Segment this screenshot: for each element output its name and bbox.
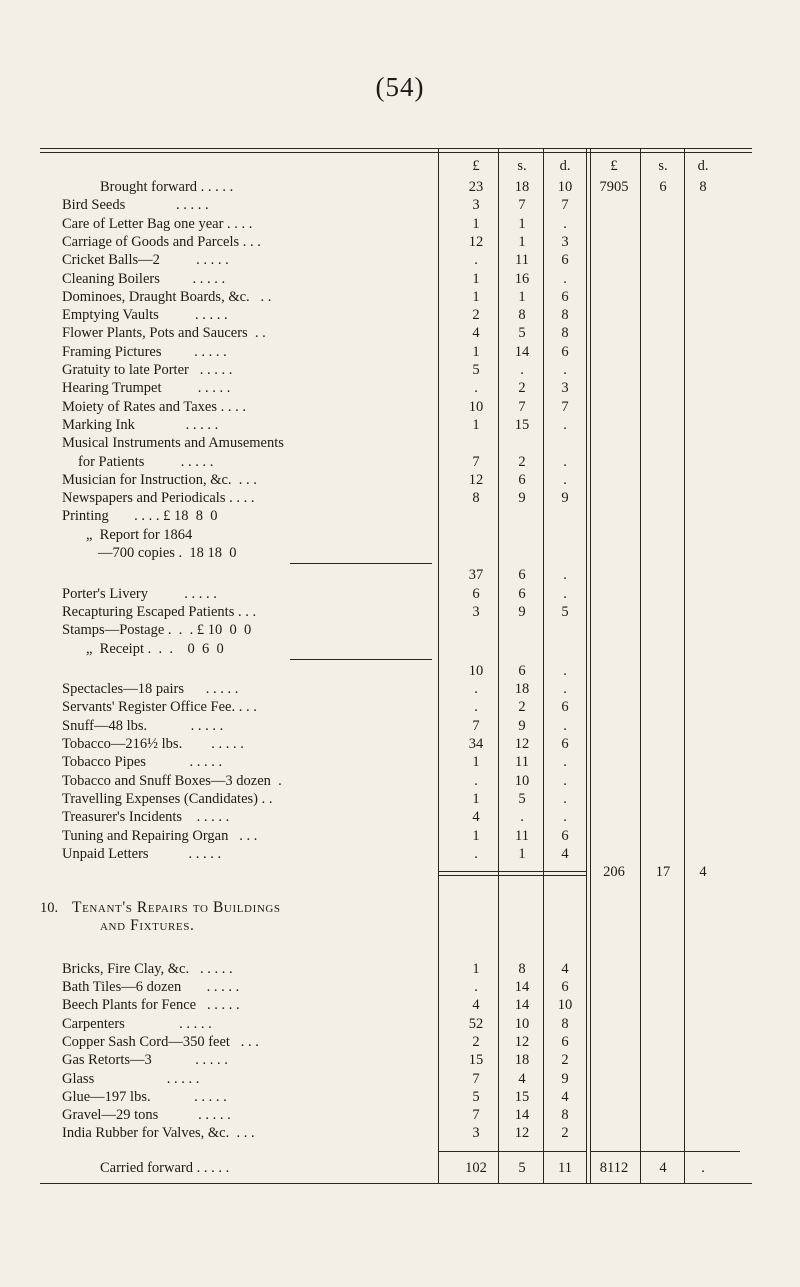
item-label: for Patients . . . . . bbox=[78, 453, 214, 470]
item-label: Tobacco Pipes . . . . . bbox=[62, 754, 223, 771]
item-label: Carried forward . . . . . bbox=[100, 1159, 230, 1176]
shillings-value: 16 bbox=[514, 270, 530, 287]
pounds-value: 3 bbox=[472, 197, 480, 214]
shillings-value: 9 bbox=[518, 717, 526, 734]
pence-value: . bbox=[563, 772, 567, 789]
pounds-value: 3 bbox=[472, 1125, 480, 1142]
pence-value: 10 bbox=[557, 179, 573, 195]
pounds-value: 1 bbox=[472, 215, 480, 232]
column-rule-total-shillings bbox=[640, 148, 641, 1183]
shillings-value: 6 bbox=[518, 662, 526, 679]
shillings-value: . bbox=[520, 362, 524, 378]
currency-header bbox=[0, 155, 800, 177]
section-heading-line2 bbox=[0, 915, 800, 937]
carried-rule-right bbox=[590, 1151, 740, 1152]
item-label: Musician for Instruction, &c. . . . bbox=[62, 471, 257, 488]
bottom-rule bbox=[40, 1183, 752, 1184]
pence-value: 3 bbox=[561, 380, 569, 397]
pounds-value: 7 bbox=[472, 453, 480, 470]
item-label: Tobacco—216½ lbs. . . . . . bbox=[62, 736, 244, 752]
pence-value: . bbox=[563, 453, 567, 470]
pounds-value: 6 bbox=[472, 585, 480, 602]
currency-unit: d. bbox=[697, 158, 709, 174]
shillings-value: 18 bbox=[514, 681, 530, 698]
pounds-value: 15 bbox=[468, 1052, 484, 1069]
shillings-value: 1 bbox=[518, 288, 526, 305]
pence-value: . bbox=[563, 471, 567, 488]
currency-unit: s. bbox=[517, 158, 527, 174]
total-pence: 8 bbox=[699, 179, 707, 195]
pounds-value: 1 bbox=[472, 288, 480, 305]
pence-value: 6 bbox=[561, 343, 569, 360]
total-shillings: 6 bbox=[659, 179, 667, 195]
pence-value: 9 bbox=[561, 1070, 569, 1087]
column-rule-total-pence bbox=[684, 148, 685, 1183]
pounds-value: . bbox=[474, 979, 478, 995]
shillings-value: 11 bbox=[515, 754, 529, 771]
currency-unit: s. bbox=[658, 158, 668, 174]
pence-value: 6 bbox=[561, 1033, 569, 1050]
shillings-value: 5 bbox=[518, 325, 526, 342]
pence-value: 5 bbox=[561, 603, 569, 620]
subtotal-rule-double bbox=[438, 875, 586, 876]
shillings-value: 12 bbox=[514, 736, 530, 752]
column-rule-total bbox=[586, 148, 587, 1183]
pence-value: . bbox=[563, 585, 567, 602]
shillings-value: 1 bbox=[518, 845, 526, 862]
currency-unit: £ bbox=[472, 158, 480, 174]
pounds-value: 12 bbox=[468, 233, 484, 250]
shillings-value: 12 bbox=[514, 1125, 530, 1142]
total-pounds: 8112 bbox=[599, 1159, 629, 1176]
pence-value: . bbox=[563, 717, 567, 734]
item-label: Framing Pictures . . . . . bbox=[62, 343, 227, 360]
pounds-value: 7 bbox=[472, 1107, 480, 1124]
pence-value: 6 bbox=[561, 979, 569, 995]
item-label: Emptying Vaults . . . . . bbox=[62, 307, 228, 324]
item-label: Gravel—29 tons . . . . . bbox=[62, 1107, 231, 1124]
pounds-value: 8 bbox=[472, 490, 480, 507]
item-label: Glue—197 lbs. . . . . . bbox=[62, 1088, 227, 1105]
total-pounds: 7905 bbox=[599, 179, 629, 195]
pence-value: . bbox=[563, 270, 567, 287]
item-label: Travelling Expenses (Candidates) . . bbox=[62, 790, 273, 807]
item-label: Dominoes, Draught Boards, &c. . . bbox=[62, 288, 272, 305]
pence-value: 11 bbox=[558, 1159, 572, 1176]
item-label: India Rubber for Valves, &c. . . . bbox=[62, 1125, 255, 1142]
item-label: Bird Seeds . . . . . bbox=[62, 197, 209, 214]
pounds-value: 102 bbox=[465, 1159, 487, 1176]
pence-value: . bbox=[563, 215, 567, 232]
item-label: Snuff—48 lbs. . . . . . bbox=[62, 717, 224, 734]
shillings-value: 9 bbox=[518, 490, 526, 507]
carried-rule bbox=[438, 1151, 586, 1152]
pence-value: . bbox=[563, 662, 567, 679]
pounds-value: 23 bbox=[468, 179, 484, 195]
pounds-value: 1 bbox=[472, 416, 480, 433]
shillings-value: 1 bbox=[518, 233, 526, 250]
item-label: Bath Tiles—6 dozen . . . . . bbox=[62, 979, 240, 995]
total-pence: 4 bbox=[699, 864, 707, 881]
total-shillings: 17 bbox=[655, 864, 671, 881]
section-number: 10. bbox=[40, 900, 59, 917]
shillings-value: 4 bbox=[518, 1070, 526, 1087]
pence-value: 2 bbox=[561, 1125, 569, 1142]
item-label: „ Report for 1864 bbox=[86, 526, 193, 543]
pounds-value: . bbox=[474, 681, 478, 698]
item-label: Carpenters . . . . . bbox=[62, 1015, 212, 1032]
pence-value: . bbox=[563, 567, 567, 584]
shillings-value: 15 bbox=[514, 416, 530, 433]
pence-value: 4 bbox=[561, 845, 569, 862]
pounds-value: 10 bbox=[468, 398, 484, 415]
repair-row bbox=[0, 1122, 800, 1144]
shillings-value: 7 bbox=[518, 398, 526, 415]
item-label: Bricks, Fire Clay, &c. . . . . . bbox=[62, 960, 233, 977]
item-label: Moiety of Rates and Taxes . . . . bbox=[62, 398, 246, 415]
item-label: Newspapers and Periodicals . . . . bbox=[62, 490, 255, 507]
shillings-value: 18 bbox=[514, 1052, 530, 1069]
item-label: Flower Plants, Pots and Saucers . . bbox=[62, 325, 266, 342]
pounds-value: 7 bbox=[472, 717, 480, 734]
shillings-value: 14 bbox=[514, 979, 530, 995]
item-label: Porter's Livery . . . . . bbox=[62, 585, 217, 602]
pence-value: 6 bbox=[561, 736, 569, 752]
item-label: Servants' Register Office Fee. . . . bbox=[62, 699, 257, 716]
item-label: —700 copies . 18 18 0 bbox=[98, 545, 237, 561]
item-label: Marking Ink . . . . . bbox=[62, 416, 219, 433]
shillings-value: 15 bbox=[514, 1088, 530, 1105]
item-label: Stamps—Postage . . . £ 10 0 0 bbox=[62, 622, 252, 639]
item-label: Copper Sash Cord—350 feet . . . bbox=[62, 1033, 259, 1050]
pounds-value: 10 bbox=[468, 662, 484, 679]
stamps-line2 bbox=[0, 638, 800, 660]
pence-value: 7 bbox=[561, 398, 569, 415]
item-label: Brought forward . . . . . bbox=[100, 179, 234, 195]
item-label: Tuning and Repairing Organ . . . bbox=[62, 827, 258, 844]
page-number: (54) bbox=[375, 72, 425, 102]
shillings-value: 6 bbox=[518, 471, 526, 488]
currency-unit: d. bbox=[559, 158, 571, 174]
shillings-value: 14 bbox=[514, 997, 530, 1014]
pounds-value: 1 bbox=[472, 343, 480, 360]
shillings-value: 9 bbox=[518, 603, 526, 620]
top-rule bbox=[40, 148, 752, 149]
shillings-value: 6 bbox=[518, 567, 526, 584]
shillings-value: 5 bbox=[518, 790, 526, 807]
pounds-value: 1 bbox=[472, 754, 480, 771]
pence-value: 3 bbox=[561, 233, 569, 250]
subtotal-row bbox=[0, 861, 800, 883]
pence-value: 4 bbox=[561, 960, 569, 977]
shillings-value: 2 bbox=[518, 453, 526, 470]
pounds-value: 3 bbox=[472, 603, 480, 620]
shillings-value: 10 bbox=[514, 1015, 530, 1032]
pence-value: 8 bbox=[561, 1107, 569, 1124]
shillings-value: 11 bbox=[515, 252, 529, 269]
pence-value: 7 bbox=[561, 197, 569, 214]
pounds-value: 1 bbox=[472, 270, 480, 287]
pounds-value: 5 bbox=[472, 362, 480, 378]
pounds-value: 4 bbox=[472, 997, 480, 1014]
shillings-value: 8 bbox=[518, 307, 526, 324]
pounds-value: 2 bbox=[472, 1033, 480, 1050]
pence-value: 8 bbox=[561, 1015, 569, 1032]
shillings-value: 2 bbox=[518, 699, 526, 716]
item-label: Care of Letter Bag one year . . . . bbox=[62, 215, 253, 232]
item-label: Carriage of Goods and Parcels . . . bbox=[62, 233, 261, 250]
shillings-value: 6 bbox=[518, 585, 526, 602]
pence-value: . bbox=[563, 790, 567, 807]
pence-value: . bbox=[563, 809, 567, 826]
total-shillings: 4 bbox=[659, 1159, 667, 1176]
shillings-value: 12 bbox=[514, 1033, 530, 1050]
shillings-value: 7 bbox=[518, 197, 526, 214]
pounds-value: . bbox=[474, 699, 478, 716]
pence-value: 6 bbox=[561, 827, 569, 844]
item-label: Tobacco and Snuff Boxes—3 dozen . bbox=[62, 772, 282, 789]
item-label: Cleaning Boilers . . . . . bbox=[62, 270, 226, 287]
top-rule-double bbox=[40, 152, 752, 153]
item-label: „ Receipt . . . 0 6 0 bbox=[86, 640, 224, 657]
pence-value: 4 bbox=[561, 1088, 569, 1105]
pence-value: 10 bbox=[557, 997, 573, 1014]
pounds-value: 4 bbox=[472, 809, 480, 826]
currency-unit: £ bbox=[610, 158, 618, 174]
pence-value: 9 bbox=[561, 490, 569, 507]
pounds-value: 1 bbox=[472, 790, 480, 807]
pounds-value: 2 bbox=[472, 307, 480, 324]
subtotal-rule bbox=[438, 871, 586, 872]
shillings-value: 2 bbox=[518, 380, 526, 397]
total-pence: . bbox=[701, 1159, 705, 1176]
item-label: Cricket Balls—2 . . . . . bbox=[62, 252, 229, 269]
shillings-value: 1 bbox=[518, 215, 526, 232]
pounds-value: 5 bbox=[472, 1088, 480, 1105]
pence-value: . bbox=[563, 681, 567, 698]
column-rule-total-double bbox=[590, 148, 591, 1183]
pence-value: 6 bbox=[561, 699, 569, 716]
shillings-value: 5 bbox=[518, 1159, 526, 1176]
pence-value: . bbox=[563, 416, 567, 433]
pounds-value: . bbox=[474, 380, 478, 397]
pence-value: 2 bbox=[561, 1052, 569, 1069]
total-pounds: 206 bbox=[603, 864, 625, 881]
item-label: Musical Instruments and Amusements bbox=[62, 435, 284, 452]
item-label: Treasurer's Incidents . . . . . bbox=[62, 809, 230, 826]
shillings-value: 14 bbox=[514, 343, 530, 360]
pounds-value: 34 bbox=[468, 736, 484, 752]
shillings-value: . bbox=[520, 809, 524, 826]
pence-value: . bbox=[563, 362, 567, 378]
column-rule-pence bbox=[543, 148, 544, 1183]
shillings-value: 8 bbox=[518, 960, 526, 977]
pence-value: 8 bbox=[561, 307, 569, 324]
shillings-value: 14 bbox=[514, 1107, 530, 1124]
carried-forward-row bbox=[0, 1157, 800, 1179]
section-title: Tenant's Repairs to Buildings bbox=[72, 899, 281, 917]
item-label: Spectacles—18 pairs . . . . . bbox=[62, 681, 239, 698]
item-label: Hearing Trumpet . . . . . bbox=[62, 380, 231, 397]
section-title: and Fixtures. bbox=[100, 917, 195, 935]
pounds-value: . bbox=[474, 772, 478, 789]
item-label: Gas Retorts—3 . . . . . bbox=[62, 1052, 228, 1069]
pence-value: 8 bbox=[561, 325, 569, 342]
column-rule-shillings bbox=[498, 148, 499, 1183]
pounds-value: . bbox=[474, 252, 478, 269]
pounds-value: 1 bbox=[472, 827, 480, 844]
item-label: Beech Plants for Fence . . . . . bbox=[62, 997, 240, 1014]
pence-value: 6 bbox=[561, 288, 569, 305]
item-label: Gratuity to late Porter . . . . . bbox=[62, 362, 233, 378]
pounds-value: 52 bbox=[468, 1015, 484, 1032]
printing-line3 bbox=[0, 542, 800, 564]
pounds-value: 4 bbox=[472, 325, 480, 342]
shillings-value: 18 bbox=[514, 179, 530, 195]
pounds-value: 1 bbox=[472, 960, 480, 977]
pounds-value: 37 bbox=[468, 567, 484, 584]
item-label: Glass . . . . . bbox=[62, 1070, 200, 1087]
shillings-value: 10 bbox=[514, 772, 530, 789]
shillings-value: 11 bbox=[515, 827, 529, 844]
pence-value: . bbox=[563, 754, 567, 771]
pounds-value: 12 bbox=[468, 471, 484, 488]
pence-value: 6 bbox=[561, 252, 569, 269]
item-label: Unpaid Letters . . . . . bbox=[62, 845, 222, 862]
item-label: Recapturing Escaped Patients . . . bbox=[62, 603, 257, 620]
pounds-value: 7 bbox=[472, 1070, 480, 1087]
column-rule-pounds bbox=[438, 148, 439, 1183]
pounds-value: . bbox=[474, 845, 478, 862]
item-label: Printing . . . . £ 18 8 0 bbox=[62, 508, 218, 525]
